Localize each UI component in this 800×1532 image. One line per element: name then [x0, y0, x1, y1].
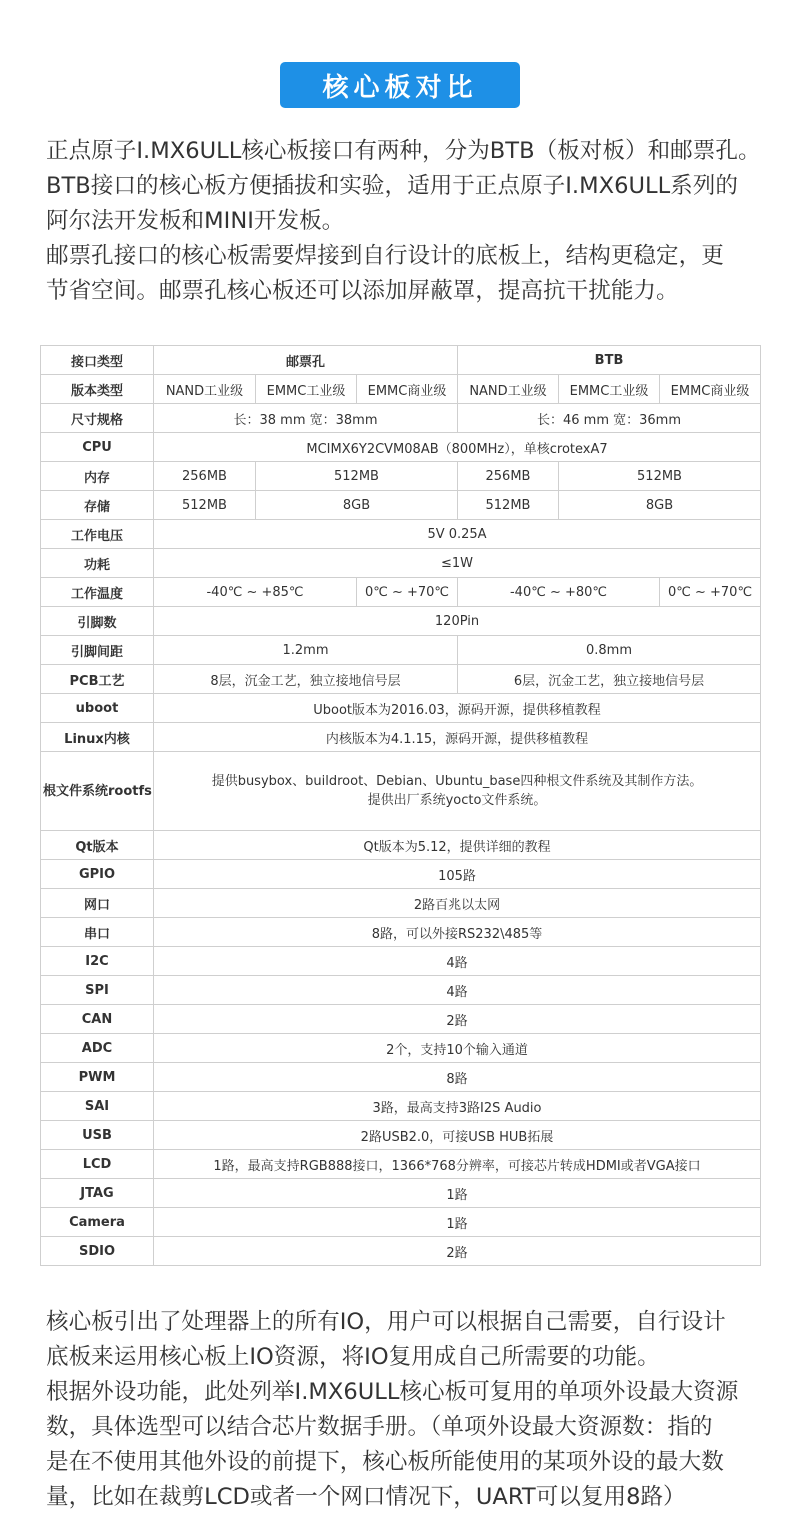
cell-text: 接口类型: [70, 354, 123, 370]
outro-line: 数，具体选型可以结合芯片数据手册。（单项外设最大资源数：指的: [46, 1414, 713, 1440]
cell-text: 内存: [83, 470, 110, 486]
cell-text: 工作温度: [70, 586, 123, 602]
cell-text: 尺寸规格: [70, 412, 123, 428]
comparison-table-body: [41, 346, 761, 1266]
row-header-cell: [41, 918, 154, 947]
table-row: [41, 752, 761, 831]
table-cell: [154, 889, 761, 918]
table-cell: [154, 375, 256, 404]
table-row: [41, 1179, 761, 1208]
table-cell: [357, 375, 458, 404]
row-header-cell: [41, 433, 154, 462]
table-row: [41, 918, 761, 947]
cell-text: uboot: [75, 700, 119, 716]
table-cell: [154, 665, 458, 694]
table-row: [41, 578, 761, 607]
table-cell: [154, 1063, 761, 1092]
table-row: [41, 462, 761, 491]
cell-text: -40℃ ~ +80℃: [509, 584, 608, 600]
cell-text: CAN: [81, 1011, 113, 1027]
cell-text: 引脚数: [77, 615, 117, 631]
row-header-cell: [41, 947, 154, 976]
outro-line: 根据外设功能，此处列举I.MX6ULL核心板可复用的单项外设最大资源: [46, 1379, 739, 1405]
cell-text: Qt版本为5.12，提供详细的教程: [363, 839, 551, 855]
row-header-cell: [41, 831, 154, 860]
table-cell: [357, 578, 458, 607]
cell-text: 1路: [446, 1187, 468, 1203]
cell-text: 根文件系统rootfs: [43, 783, 152, 799]
table-row: [41, 889, 761, 918]
table-cell: [154, 976, 761, 1005]
cell-text: 0.8mm: [586, 642, 633, 658]
row-header-cell: [41, 462, 154, 491]
row-header-cell: [41, 752, 154, 831]
cell-text: 提供出厂系统yocto文件系统。: [367, 793, 547, 808]
cell-text: CPU: [82, 439, 112, 455]
cell-text: 长：38 mm 宽：38mm: [233, 412, 378, 428]
cell-text: 4路: [446, 955, 468, 971]
row-header-cell: [41, 1179, 154, 1208]
row-header-cell: [41, 520, 154, 549]
cell-text: 2路: [446, 1245, 468, 1261]
table-cell: [154, 462, 256, 491]
cell-text: ADC: [81, 1040, 113, 1056]
cell-text: 网口: [83, 897, 110, 913]
outro-line: 是在不使用其他外设的前提下，核心板所能使用的某项外设的最大数: [46, 1449, 724, 1475]
cell-text: 8路: [446, 1071, 468, 1087]
cell-text: 版本类型: [70, 383, 123, 399]
cell-text: SPI: [85, 982, 109, 998]
cell-text: 工作电压: [70, 528, 123, 544]
cell-text: 1路: [446, 1216, 468, 1232]
cell-text: 2个，支持10个输入通道: [386, 1042, 528, 1058]
cell-text: 引脚间距: [70, 644, 123, 660]
cell-text: GPIO: [78, 866, 116, 882]
cell-text: Uboot版本为2016.03，源码开源，提供移植教程: [313, 702, 601, 718]
table-row: [41, 694, 761, 723]
table-cell: [154, 346, 458, 375]
intro-line: 节省空间。邮票孔核心板还可以添加屏蔽罩，提高抗干扰能力。: [46, 278, 679, 304]
cell-text: 120Pin: [434, 613, 480, 629]
cell-text: EMMC工业级: [266, 383, 346, 399]
table-cell: [154, 1092, 761, 1121]
row-header-cell: [41, 491, 154, 520]
table-row: [41, 1005, 761, 1034]
table-cell: [154, 723, 761, 752]
table-cell: [154, 918, 761, 947]
cell-text: 2路USB2.0，可接USB HUB拓展: [360, 1129, 554, 1145]
table-cell: [154, 694, 761, 723]
row-header-cell: [41, 346, 154, 375]
table-cell: [154, 1208, 761, 1237]
cell-text: JTAG: [80, 1185, 114, 1201]
row-header-cell: [41, 1121, 154, 1150]
table-row: [41, 665, 761, 694]
cell-text: 6层，沉金工艺，独立接地信号层: [513, 673, 705, 689]
table-row: [41, 1092, 761, 1121]
row-header-cell: [41, 1063, 154, 1092]
cell-text: 8GB: [645, 497, 674, 513]
cell-text: 功耗: [83, 557, 110, 573]
table-row: [41, 346, 761, 375]
cell-text: 512MB: [182, 497, 227, 513]
cell-text: MCIMX6Y2CVM08AB（800MHz），单核crotexA7: [306, 441, 608, 457]
table-row: [41, 1237, 761, 1266]
row-header-cell: [41, 860, 154, 889]
cell-text: 5V 0.25A: [427, 526, 487, 542]
cell-text: EMMC商业级: [367, 383, 447, 399]
table-cell: [154, 752, 761, 831]
row-header-cell: [41, 889, 154, 918]
row-header-cell: [41, 1237, 154, 1266]
cell-text: 4路: [446, 984, 468, 1000]
intro-line: 邮票孔接口的核心板需要焊接到自行设计的底板上，结构更稳定，更: [46, 243, 724, 269]
cell-text: 2路: [446, 1013, 468, 1029]
cell-text: 提供busybox、buildroot、Debian、Ubuntu_base四种根文件系统及其制作方法。: [211, 774, 703, 789]
table-cell: [154, 520, 761, 549]
cell-text: 8路，可以外接RS232\485等: [371, 926, 543, 942]
cell-text: 存储: [83, 499, 110, 515]
row-header-cell: [41, 578, 154, 607]
row-header-cell: [41, 607, 154, 636]
table-row: [41, 549, 761, 578]
table-row: [41, 1034, 761, 1063]
row-header-cell: [41, 636, 154, 665]
intro-line: 阿尔法开发板和MINI开发板。: [46, 208, 345, 234]
table-cell: [458, 462, 559, 491]
table-row: [41, 947, 761, 976]
cell-text: Camera: [69, 1214, 125, 1230]
table-row: [41, 1063, 761, 1092]
cell-text: 256MB: [485, 468, 531, 484]
table-row: [41, 375, 761, 404]
cell-text: 1.2mm: [282, 642, 329, 658]
row-header-cell: [41, 1034, 154, 1063]
table-cell: [154, 831, 761, 860]
row-header-cell: [41, 1092, 154, 1121]
cell-text: 串口: [83, 926, 110, 942]
row-header-cell: [41, 1150, 154, 1179]
table-cell: [154, 578, 357, 607]
cell-text: ≤1W: [441, 555, 474, 571]
table-row: [41, 636, 761, 665]
cell-text: 长：46 mm 宽：36mm: [537, 412, 682, 428]
intro-line: 正点原子I.MX6ULL核心板接口有两种，分为BTB（板对板）和邮票孔。: [46, 138, 761, 164]
cell-text: 2路百兆以太网: [413, 897, 501, 913]
row-header-cell: [41, 665, 154, 694]
cell-text: PCB工艺: [69, 673, 125, 689]
outro-line: 核心板引出了处理器上的所有IO，用户可以根据自己需要，自行设计: [46, 1309, 726, 1335]
table-cell: [154, 947, 761, 976]
row-header-cell: [41, 694, 154, 723]
cell-text: Linux内核: [64, 731, 130, 747]
table-row: [41, 976, 761, 1005]
cell-text: EMMC商业级: [670, 383, 750, 399]
cell-text: 0℃ ~ +70℃: [364, 584, 450, 600]
table-row: [41, 723, 761, 752]
table-cell: [154, 860, 761, 889]
table-row: [41, 831, 761, 860]
cell-text: SAI: [84, 1098, 110, 1114]
cell-text: LCD: [82, 1156, 112, 1172]
section-title: 核心板对比: [280, 62, 520, 108]
table-row: [41, 1121, 761, 1150]
table-cell: [154, 1034, 761, 1063]
cell-text: PWM: [78, 1069, 116, 1085]
cell-text: 8层，沉金工艺，独立接地信号层: [210, 673, 401, 689]
table-cell: [458, 636, 761, 665]
table-cell: [559, 491, 761, 520]
table-row: [41, 1208, 761, 1237]
table-row: [41, 491, 761, 520]
row-header-cell: [41, 1005, 154, 1034]
table-cell: [458, 346, 761, 375]
cell-text: NAND工业级: [165, 383, 244, 399]
outro-line: 量，比如在裁剪LCD或者一个网口情况下，UART可以复用8路）: [46, 1484, 686, 1510]
cell-text: 512MB: [637, 468, 682, 484]
cell-text: SDIO: [78, 1243, 116, 1259]
row-header-cell: [41, 375, 154, 404]
cell-text: Qt版本: [75, 839, 119, 855]
cell-text: 512MB: [485, 497, 531, 513]
cell-text: I2C: [85, 953, 109, 969]
table-cell: [154, 404, 458, 433]
cell-text: -40℃ ~ +85℃: [206, 584, 304, 600]
row-header-cell: [41, 976, 154, 1005]
table-cell: [458, 491, 559, 520]
table-cell: [458, 578, 660, 607]
table-cell: [154, 549, 761, 578]
cell-text: 内核版本为4.1.15，源码开源，提供移植教程: [325, 731, 589, 747]
table-cell: [154, 1237, 761, 1266]
cell-text: USB: [82, 1127, 112, 1143]
table-row: [41, 1150, 761, 1179]
table-cell: [154, 607, 761, 636]
intro-paragraph: [46, 134, 766, 309]
table-row: [41, 433, 761, 462]
comparison-table: [40, 345, 761, 1266]
cell-text: 邮票孔: [285, 354, 325, 370]
table-cell: [154, 1179, 761, 1208]
table-row: [41, 607, 761, 636]
outro-line: 底板来运用核心板上IO资源，将IO复用成自己所需要的功能。: [46, 1344, 660, 1370]
cell-text: 8GB: [342, 497, 371, 513]
outro-paragraph: [46, 1305, 766, 1515]
table-cell: [256, 491, 458, 520]
intro-line: BTB接口的核心板方便插拔和实验，适用于正点原子I.MX6ULL系列的: [46, 173, 738, 199]
table-row: [41, 520, 761, 549]
table-cell: [559, 462, 761, 491]
row-header-cell: [41, 549, 154, 578]
table-cell: [256, 375, 357, 404]
row-header-cell: [41, 404, 154, 433]
cell-text: 256MB: [182, 468, 227, 484]
table-cell: [660, 375, 761, 404]
cell-text: NAND工业级: [469, 383, 547, 399]
table-cell: [458, 404, 761, 433]
table-cell: [154, 636, 458, 665]
row-header-cell: [41, 723, 154, 752]
table-cell: [458, 375, 559, 404]
row-header-cell: [41, 1208, 154, 1237]
cell-text: 3路，最高支持3路I2S Audio: [372, 1100, 542, 1116]
table-cell: [154, 433, 761, 462]
cell-text: BTB: [594, 352, 624, 368]
cell-text: 512MB: [334, 468, 379, 484]
table-cell: [256, 462, 458, 491]
table-row: [41, 860, 761, 889]
cell-text: 105路: [438, 868, 476, 884]
table-cell: [154, 1121, 761, 1150]
table-cell: [154, 1005, 761, 1034]
table-cell: [154, 1150, 761, 1179]
table-row: [41, 404, 761, 433]
table-cell: [559, 375, 660, 404]
cell-text: EMMC工业级: [569, 383, 649, 399]
table-cell: [458, 665, 761, 694]
cell-text: 1路，最高支持RGB888接口，1366*768分辨率，可接芯片转成HDMI或者VGA接口: [213, 1158, 701, 1174]
cell-text: 0℃ ~ +70℃: [667, 584, 753, 600]
table-cell: [154, 491, 256, 520]
table-cell: [660, 578, 761, 607]
